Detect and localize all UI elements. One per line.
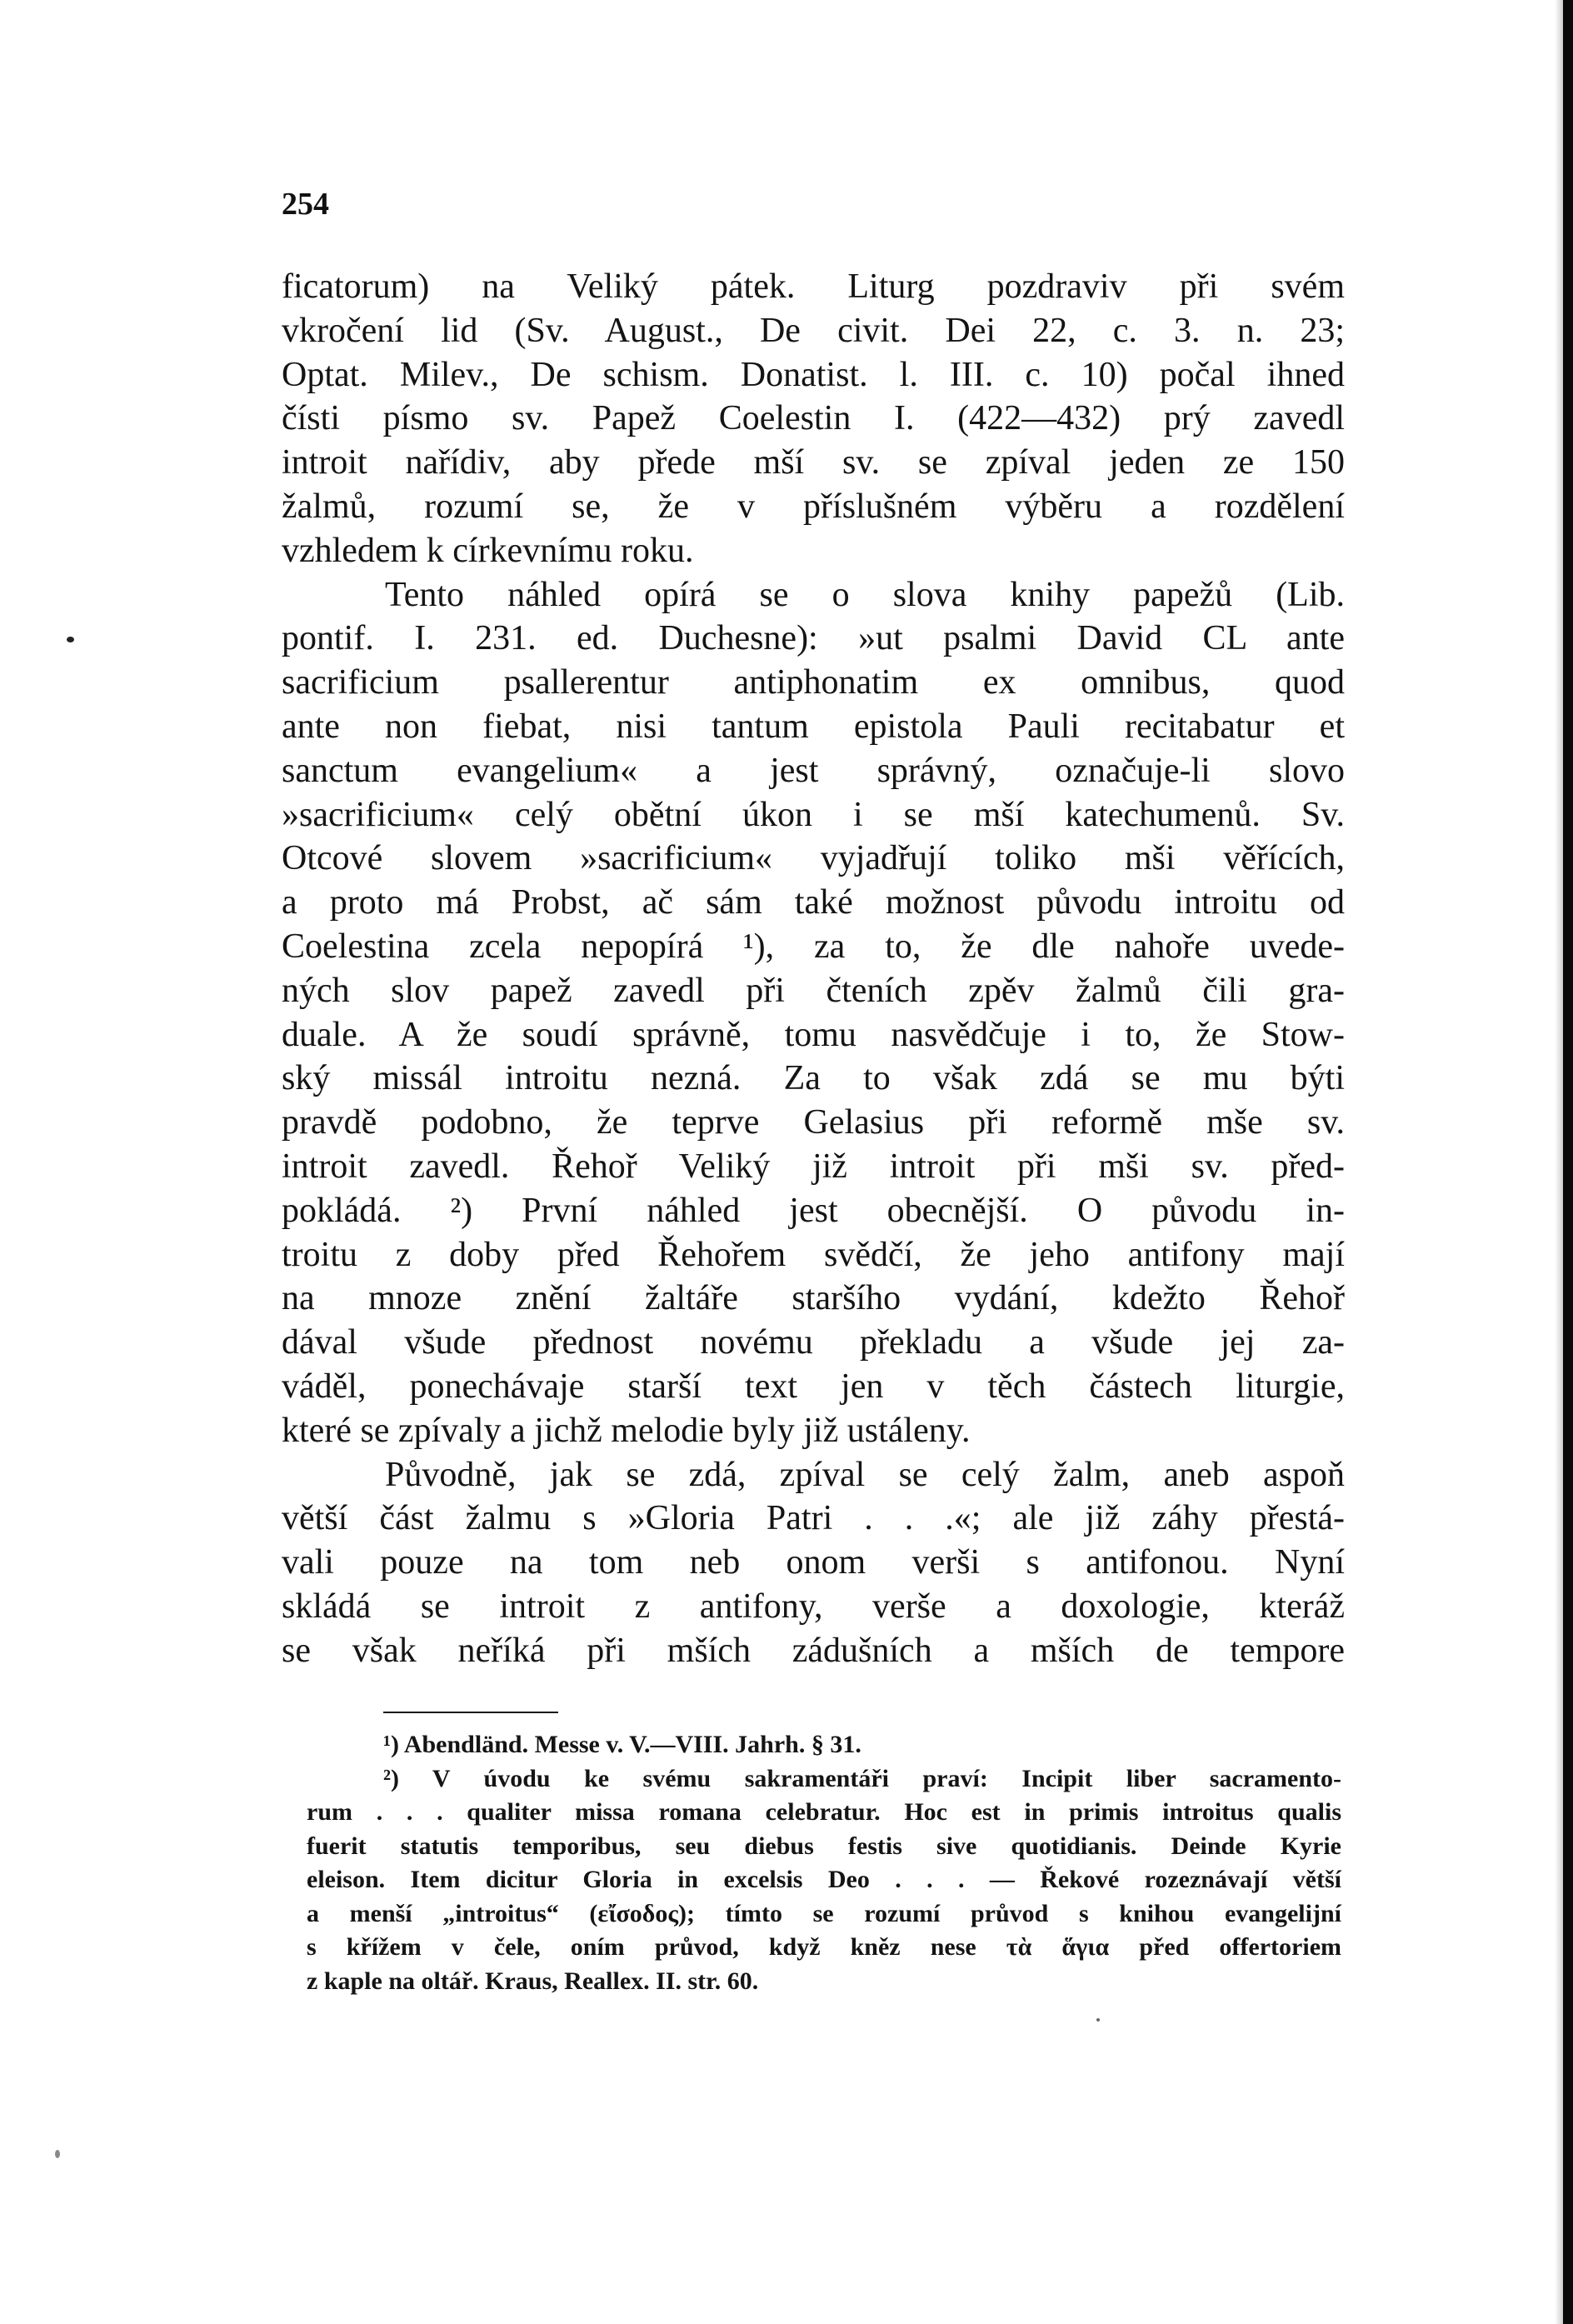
body-line: ante non fiebat, nisi tantum epistola Pauli recitabatur et (282, 707, 1345, 746)
page-edge-border (1563, 0, 1573, 2324)
page-edge-shadow (1555, 0, 1563, 2324)
scan-speck (67, 637, 74, 642)
footnote-line: eleison. Item dicitur Gloria in excelsis Deo . . . — Řekové rozeznávají větší (307, 1866, 1341, 1893)
body-line: větší část žalmu s »Gloria Patri . . .«; ale již záhy přestá- (282, 1499, 1345, 1538)
scan-speck (1096, 2018, 1100, 2022)
footnote-line: fuerit statutis temporibus, seu diebus festis sive quotidianis. Deinde Kyrie (307, 1832, 1341, 1860)
body-line: na mnoze znění žaltáře staršího vydání, kdežto Řehoř (282, 1279, 1345, 1318)
body-line: ficatorum) na Veliký pátek. Liturg pozdraviv při svém (282, 267, 1345, 306)
body-line: a proto má Probst, ač sám také možnost původu introitu od (282, 883, 1345, 922)
body-text (282, 265, 1345, 1673)
body-line: pravdě podobno, že teprve Gelasius při reformě mše sv. (282, 1103, 1345, 1142)
body-line: »sacrificium« celý obětní úkon i se mší katechumenů. Sv. (282, 795, 1345, 834)
scan-speck (55, 2150, 60, 2158)
body-line: Otcové slovem »sacrificium« vyjadřují toliko mši věřících, (282, 839, 1345, 878)
footnote-line: z kaple na oltář. Kraus, Reallex. II. str. 60. (307, 1967, 759, 1995)
footnote-line: ¹) Abendländ. Messe v. V.—VIII. Jahrh. § 31. (383, 1731, 861, 1758)
body-line: sacrificium psallerentur antiphonatim ex omnibus, quod (282, 663, 1345, 702)
body-line: vzhledem k církevnímu roku. (282, 531, 694, 570)
body-line: introit nařídiv, aby přede mší sv. se zpíval jeden ze 150 (282, 443, 1345, 482)
body-line-paragraph-start: Tento náhled opírá se o slova knihy papežů (Lib. (385, 575, 1345, 614)
body-line-paragraph-start: Původně, jak se zdá, zpíval se celý žalm, aneb aspoň (385, 1455, 1345, 1494)
body-line: ných slov papež zavedl při čteních zpěv žalmů čili gra- (282, 971, 1345, 1010)
page-number: 254 (282, 187, 329, 222)
body-line: váděl, ponechávaje starší text jen v těch částech liturgie, (282, 1367, 1345, 1406)
footnote-line: s křížem v čele, oním průvod, když kněz nese τὰ ἅγια před offertoriem (307, 1933, 1341, 1961)
footnote-line: rum . . . qualiter missa romana celebratur. Hoc est in primis introitus qualis (307, 1798, 1341, 1826)
footnote-line: ²) V úvodu ke svému sakramentáři praví: Incipit liber sacramento- (383, 1764, 1341, 1792)
body-line: vkročení lid (Sv. August., De civit. Dei 22, c. 3. n. 23; (282, 311, 1345, 350)
body-line: pokládá. ²) První náhled jest obecnější. O původu in- (282, 1191, 1345, 1230)
body-line: troitu z doby před Řehořem svědčí, že jeho antifony mají (282, 1235, 1345, 1274)
body-line: sanctum evangelium« a jest správný, označuje-li slovo (282, 751, 1345, 790)
body-line: duale. A že soudí správně, tomu nasvědčuje i to, že Stow- (282, 1015, 1345, 1054)
body-line: vali pouze na tom neb onom verši s antifonou. Nyní (282, 1543, 1345, 1582)
footnotes (307, 1728, 1341, 1998)
body-line: Optat. Milev., De schism. Donatist. l. III. c. 10) počal ihned (282, 355, 1345, 394)
body-line: ský missál introitu nezná. Za to však zdá se mu býti (282, 1059, 1345, 1098)
footnote-divider (383, 1712, 558, 1713)
body-line: skládá se introit z antifony, verše a doxologie, kteráž (282, 1587, 1345, 1626)
body-line: se však neříká při mších zádušních a mších de tempore (282, 1631, 1345, 1670)
footnote-line: a menší „introitus“ (εἴσοδος); tímto se rozumí průvod s knihou evangelijní (307, 1899, 1341, 1927)
body-line: pontif. I. 231. ed. Duchesne): »ut psalmi David CL ante (282, 619, 1345, 658)
body-line: čísti písmo sv. Papež Coelestin I. (422—432) prý zavedl (282, 399, 1345, 438)
body-line: introit zavedl. Řehoř Veliký již introit při mši sv. před- (282, 1147, 1345, 1186)
body-line: žalmů, rozumí se, že v příslušném výběru a rozdělení (282, 487, 1345, 526)
body-line: Coelestina zcela nepopírá ¹), za to, že dle nahoře uvede- (282, 927, 1345, 966)
body-line: dával všude přednost novému překladu a všude jej za- (282, 1323, 1345, 1362)
body-line: které se zpívaly a jichž melodie byly již ustáleny. (282, 1411, 971, 1450)
